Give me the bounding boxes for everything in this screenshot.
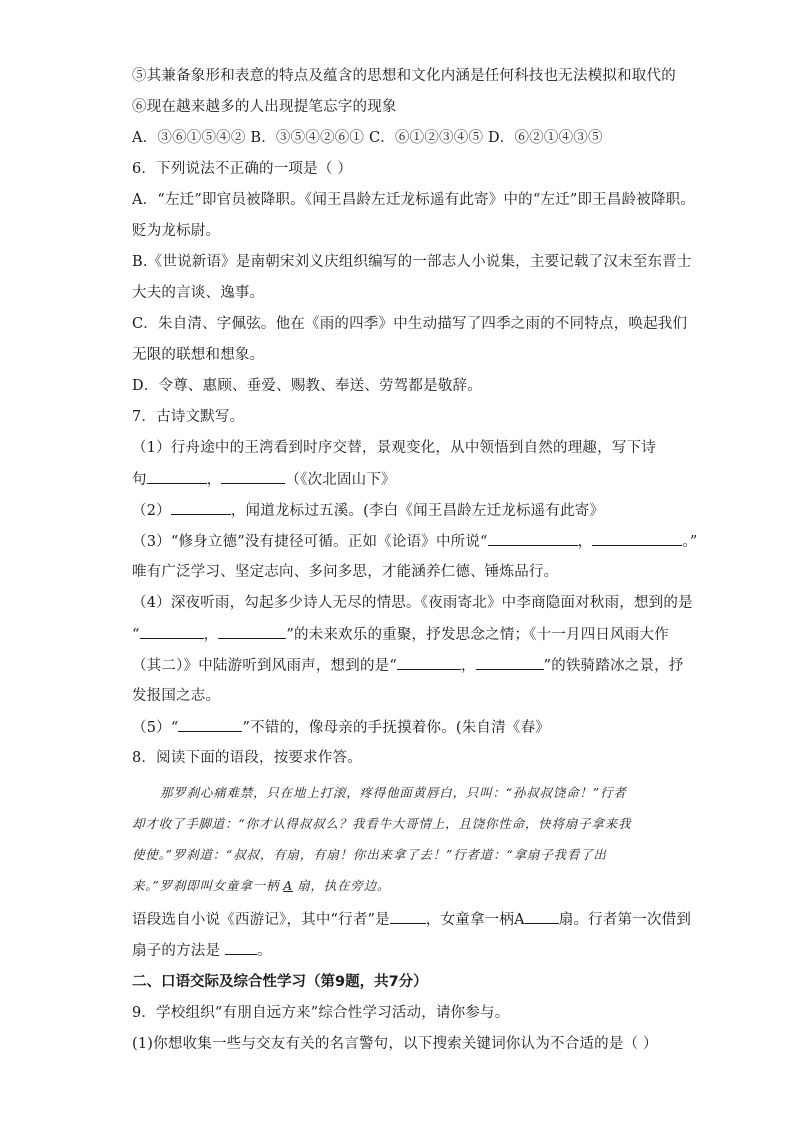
text-fragment: （3）“修身立德”没有捷径可循。正如《论语》中所说“ [132, 534, 488, 550]
q6-option-c: C．朱自清、字佩弦。他在《雨的四季》中生动描写了四季之雨的不同特点，唤起我们 [132, 316, 688, 332]
answer-choices-q5: A．③⑥①⑤④② B．③⑤④②⑥① C．⑥①②③④⑤ D．⑥②①④③⑤ [132, 130, 603, 146]
q6-option-a-cont: 贬为龙标尉。 [132, 223, 221, 239]
question-6: 6．下列说法不正确的一项是（ ） [132, 161, 353, 177]
text-fragment: 。” [682, 534, 698, 550]
text-fragment: ，闻道龙标过五溪。(李白《闻王昌龄左迁龙标遥有此寄》 [230, 503, 605, 519]
text-fragment: 句 [132, 472, 147, 488]
text-fragment: （5）“ [132, 720, 179, 736]
q8-prompt [132, 909, 691, 930]
underlined-marker: A [283, 878, 294, 893]
q7-item-3 [132, 531, 697, 552]
q6-option-a: A．“左迁”即官员被降职。《闻王昌龄左迁龙标遥有此寄》中的“左迁”即王昌龄被降职。 [132, 192, 696, 208]
q7-item-1: （1）行舟途中的王湾看到时序交替，景观变化，从中领悟到自然的理趣，写下诗 [132, 440, 656, 456]
q7-item-2 [132, 500, 604, 521]
question-8: 8．阅读下面的语段，按要求作答。 [132, 750, 362, 766]
option-line-6: ⑥现在越来越多的人出现提笔忘字的现象 [132, 99, 397, 115]
answer-blank[interactable] [147, 469, 207, 484]
answer-blank[interactable] [476, 655, 544, 670]
text-fragment: ， [206, 472, 222, 488]
q7-item-4-blanks [132, 624, 669, 645]
text-fragment: 语段选自小说《西游记》，其中“行者”是 [132, 912, 390, 928]
answer-blank[interactable] [218, 624, 286, 639]
text-fragment: ”不错的，像母亲的手抚摸着你。(朱自清《春》 [242, 720, 550, 736]
text-fragment: 扇。行者第一次借到 [558, 912, 692, 928]
text-fragment: （其二）》中陆游听到风雨声，想到的是“ [132, 658, 397, 674]
q7-item-4-cont: 发报国之志。 [132, 688, 221, 704]
text-fragment: ”的铁骑踏冰之景，抒 [543, 658, 684, 674]
answer-blank[interactable] [488, 531, 578, 546]
answer-blank[interactable] [171, 500, 231, 515]
q7-item-4: （4）深夜听雨，勾起多少诗人无尽的情思。《夜雨寄北》中李商隐面对秋雨，想到的是 [132, 595, 693, 611]
text-fragment: ，女童拿一柄A [425, 912, 525, 928]
text-fragment: ”的未来欢乐的重聚，抒发思念之情；《十一月四日风雨大作 [286, 627, 669, 643]
text-fragment: 扇，执在旁边。 [297, 878, 391, 893]
section-heading: 二、口语交际及综合性学习（第9题，共7分） [132, 974, 428, 990]
option-line-5: ⑤其兼备象形和表意的特点及蕴含的思想和文化内涵是任何科技也无法模拟和取代的 [132, 68, 676, 84]
answer-blank[interactable] [390, 909, 426, 924]
q6-option-b-cont: 大夫的言谈、逸事。 [132, 285, 265, 301]
passage-line-4 [132, 877, 390, 895]
q6-option-c-cont: 无限的联想和想象。 [132, 347, 265, 363]
q7-item-4-blanks-2 [132, 655, 684, 676]
text-fragment: 。 [257, 943, 272, 959]
q7-item-3-cont: 唯有广泛学习、坚定志向、多问多思，才能涵养仁德、锤炼品行。 [132, 564, 559, 580]
text-fragment: ， [203, 627, 219, 643]
passage-line-3: 使使。”罗刹道：“叔叔，有扇，有扇！你出来拿了去！”行者道：“拿扇子我看了出 [132, 847, 607, 862]
text-fragment: ， [577, 534, 593, 550]
answer-blank[interactable] [140, 624, 204, 639]
text-fragment: （《次北固山下》 [285, 472, 396, 488]
answer-blank[interactable] [225, 940, 257, 955]
passage-line-1: 那罗刹心痛难禁，只在地上打滚，疼得他面黄唇白，只叫：“孙叔叔饶命！”行者 [160, 785, 627, 800]
q6-option-d: D．令尊、惠顾、垂爱、赐教、奉送、劳驾都是敬辞。 [132, 378, 482, 394]
question-9: 9．学校组织“有朋自远方来”综合性学习活动，请你参与。 [132, 1005, 510, 1021]
q8-prompt-2 [132, 940, 272, 961]
text-fragment: 扇子的方法是 [132, 943, 226, 959]
q7-item-1-blanks [132, 469, 396, 490]
passage-line-2: 却才收了手脚道：“你才认得叔叔么？我看牛大哥情上，且饶你性命，快将扇子拿来我 [132, 816, 632, 831]
text-fragment: （2） [132, 503, 171, 519]
text-fragment: “ [132, 627, 140, 643]
q9-item-1: (1)你想收集一些与交友有关的名言警句，以下搜索关键词你认为不合适的是（ ） [132, 1036, 658, 1052]
q6-option-b: B.《世说新语》是南朝宋刘义庆组织编写的一部志人小说集，主要记载了汉末至东晋士 [132, 254, 692, 270]
text-fragment: ， [460, 658, 476, 674]
question-7: 7．古诗文默写。 [132, 409, 245, 425]
q7-item-5 [132, 717, 550, 738]
answer-blank[interactable] [592, 531, 682, 546]
text-fragment: 来。”罗刹即叫女童拿一柄 [132, 878, 280, 893]
answer-blank[interactable] [397, 655, 461, 670]
answer-blank[interactable] [178, 717, 242, 732]
answer-blank[interactable] [221, 469, 285, 484]
answer-blank[interactable] [525, 909, 559, 924]
